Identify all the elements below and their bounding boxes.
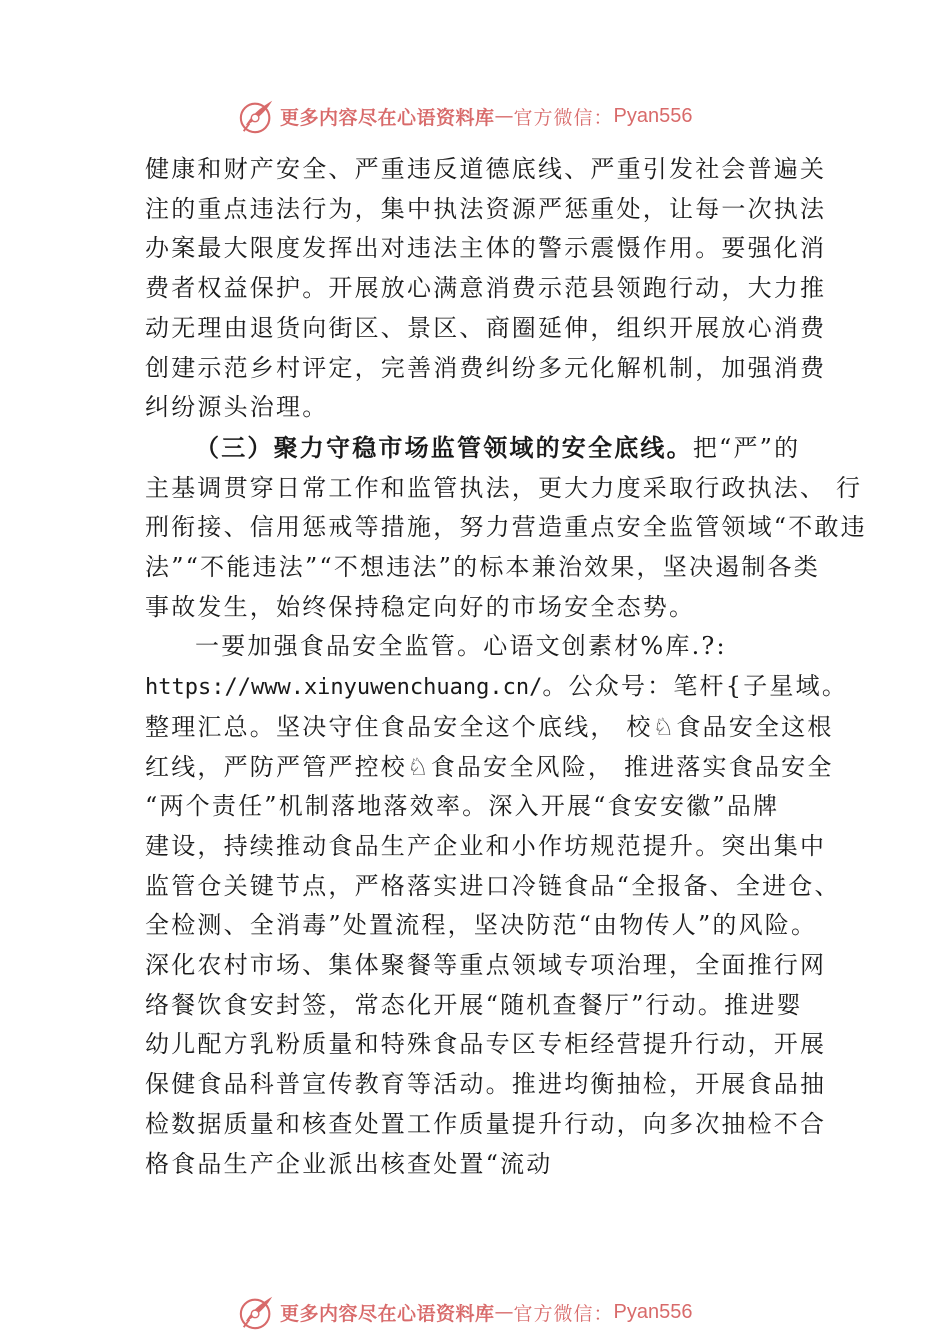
text-line: 保健食品科普宣传教育等活动。推进均衡抽检，开展食品抽	[145, 1070, 827, 1099]
banner-official-label: 官方微信：	[513, 1302, 614, 1325]
text-line: 创建示范乡村评定，完善消费纠纷多元化解机制，加强消费	[145, 353, 827, 382]
text-line: 办案最大限度发挥出对违法主体的警示震慑作用。要强化消	[145, 234, 827, 263]
banner-official-label: 官方微信：	[513, 106, 614, 129]
text-line: 一要加强食品安全监管。心语文创素材%库.?:	[195, 632, 727, 661]
text-line: 刑衔接、信用惩戒等措施，努力营造重点安全监管领域“不敢违	[145, 513, 867, 542]
banner-wechat-handle: Pyan556	[613, 104, 693, 127]
text-span: 。公众号：笔杆{子星域。	[542, 672, 849, 701]
text-line: 健康和财产安全、严重违反道德底线、严重引发社会普遍关	[145, 155, 827, 183]
banner-dash: —	[494, 105, 514, 127]
banner-brand-text: 更多内容尽在心语资料库	[280, 1302, 495, 1325]
banner-brand-text: 更多内容尽在心语资料库	[280, 106, 495, 129]
text-line: 监管仓关键节点，严格落实进口冷链食品“全报备、全进仓、	[145, 871, 841, 900]
section-heading: （三）聚力守稳市场监管领域的安全底线。	[195, 432, 693, 462]
text-line	[145, 428, 825, 469]
text-line: 络餐饮食安封签，常态化开展“随机查餐厅”行动。推进婴	[145, 990, 803, 1019]
text-span: 把“严”的	[692, 433, 801, 462]
text-line: 动无理由退货向街区、景区、商圈延伸，组织开展放心消费	[145, 313, 827, 342]
text-line: 主基调贯穿日常工作和监管执法，更大力度采取行政执法、 行	[145, 473, 863, 502]
text-line: 幼儿配方乳粉质量和特殊食品专区专柜经营提升行动，开展	[145, 1030, 827, 1059]
text-line: 红线，严防严管严控校♘食品安全风险， 推进落实食品安全	[145, 752, 834, 781]
text-line: 法”“不能违法”“不想违法”的标本兼治效果，坚决遏制各类	[145, 553, 820, 582]
paragraph-safety-bottom-line	[145, 428, 867, 628]
source-url: https://www.xinyuwenchuang.cn/	[145, 675, 543, 701]
quill-logo-icon	[238, 97, 276, 135]
quill-logo-icon	[238, 1293, 276, 1331]
text-line: 建设，持续推动食品生产企业和小作坊规范提升。突出集中	[145, 831, 827, 860]
text-line: 深化农村市场、集体聚餐等重点领域专项治理，全面推行网	[145, 951, 827, 980]
paragraph-food-safety	[145, 627, 849, 1184]
text-line	[145, 667, 849, 708]
text-line: 检数据质量和核查处置工作质量提升行动，向多次抽检不合	[145, 1109, 827, 1138]
text-line: 纠纷源头治理。	[145, 393, 329, 422]
text-line: 费者权益保护。开展放心满意消费示范县领跑行动，大力推	[145, 274, 827, 303]
text-line: 格食品生产企业派出核查处置“流动	[145, 1149, 553, 1178]
text-line: 注的重点违法行为，集中执法资源严惩重处，让每一次执法	[145, 194, 827, 223]
text-line: 全检测、全消毒”处置流程，坚决防范“由物传人”的风险。	[145, 911, 818, 940]
banner-dash: —	[494, 1301, 514, 1323]
paragraph-consumer-protection	[145, 150, 825, 428]
text-line: 事故发生，始终保持稳定向好的市场安全态势。	[145, 592, 696, 621]
banner-wechat-handle: Pyan556	[613, 1300, 693, 1323]
text-line: “两个责任”机制落地落效率。深入开展“食安安徽”品牌	[145, 792, 780, 821]
text-line: 整理汇总。坚决守住食品安全这个底线， 校♘食品安全这根	[145, 712, 834, 741]
document-body	[145, 150, 867, 1184]
footer-banner	[238, 1292, 798, 1332]
header-banner	[238, 96, 798, 136]
